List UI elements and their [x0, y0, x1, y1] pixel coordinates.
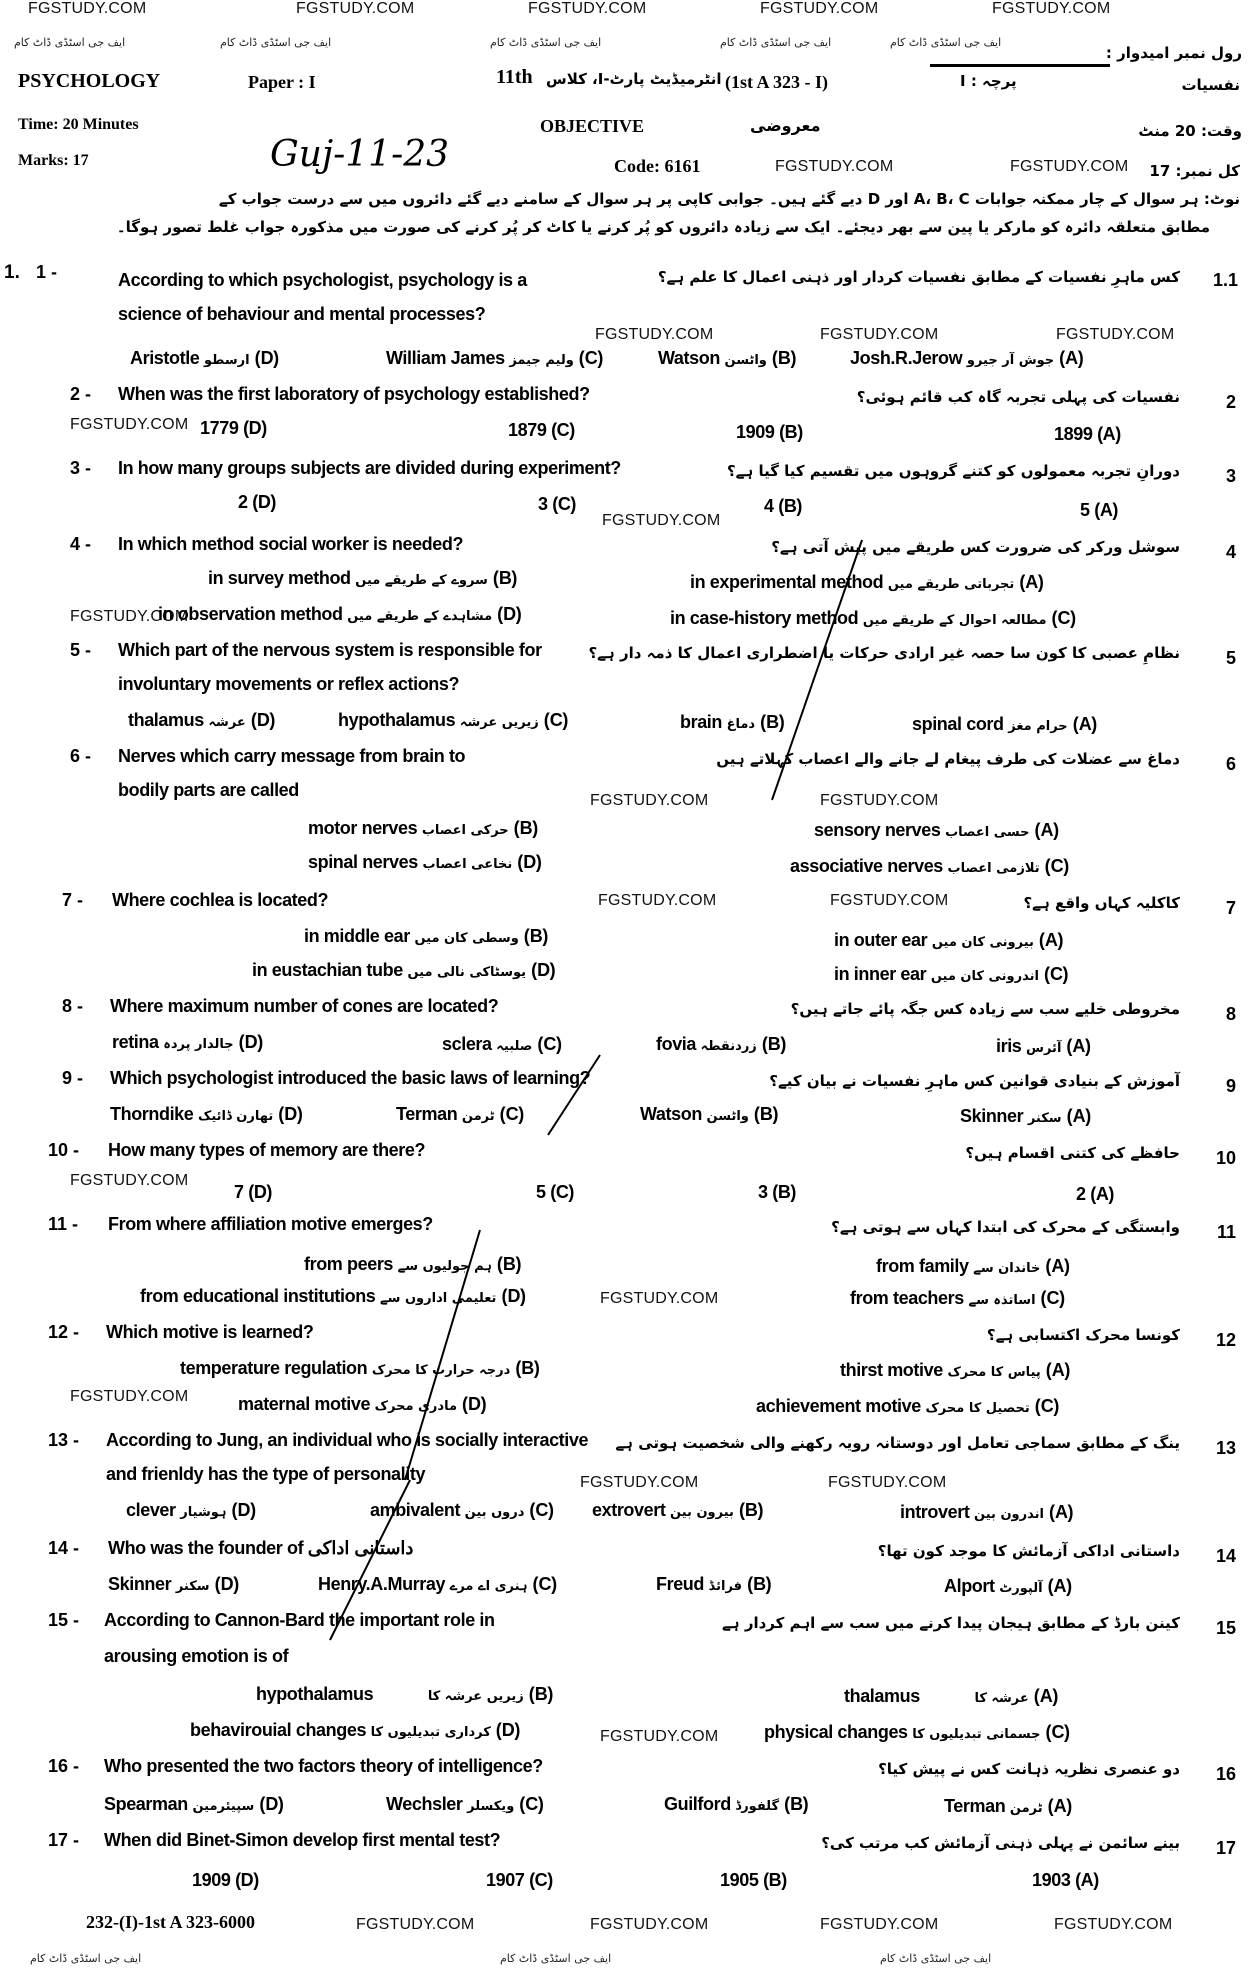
- question-text: How many types of memory are there?: [108, 1140, 426, 1160]
- option-d[interactable]: behavirouial changes کرداری تبدیلیوں کا (D): [190, 1720, 521, 1740]
- question-number: 12 -: [48, 1322, 80, 1342]
- option-a[interactable]: in experimental method تجرباتی طریقے میں (A): [690, 572, 1044, 592]
- option-c[interactable]: Henry.A.Murray ہنری اے مرے (C): [318, 1574, 558, 1594]
- option-b[interactable]: Watson واٹسن (B): [640, 1104, 779, 1124]
- total-marks-urdu: کل نمبر: 17: [1149, 162, 1240, 180]
- question-text: Nerves which carry message from brain to: [118, 746, 466, 766]
- question-text-urdu: دو عنصری نظریہ ذہانت کس نے پیش کیا؟: [878, 1760, 1180, 1778]
- watermark: FGSTUDY.COM: [598, 892, 717, 909]
- option-d[interactable]: 2 (D): [238, 492, 277, 512]
- option-a[interactable]: Josh.R.Jerow جوش آر جیرو (A): [850, 348, 1084, 368]
- option-d[interactable]: maternal motive مادری محرک (D): [238, 1394, 487, 1414]
- question-number: 7 -: [62, 890, 84, 910]
- watermark: FGSTUDY.COM: [1054, 1916, 1173, 1933]
- question-text: When did Binet-Simon develop first mental test?: [104, 1830, 501, 1850]
- watermark: FGSTUDY.COM: [1056, 326, 1175, 343]
- total-marks: Marks: 17: [18, 152, 89, 169]
- question-text-urdu: نظامِ عصبی کا کون سا حصہ غیر ارادی حرکات یا اضطراری اعمال کا ذمہ دار ہے؟: [588, 644, 1180, 662]
- option-d[interactable]: Aristotle ارسطو (D): [130, 348, 280, 368]
- option-b[interactable]: extrovert بیرون بین (B): [592, 1500, 764, 1520]
- watermark: FGSTUDY.COM: [590, 1916, 709, 1933]
- question-text-urdu: کاکلیہ کہاں واقع ہے؟: [1023, 894, 1180, 912]
- watermark: FGSTUDY.COM: [992, 0, 1111, 17]
- question-text-urdu: دماغ سے عضلات کی طرف پیغام لے جانے والے اعصاب کہلاتے ہیں: [716, 750, 1180, 768]
- class-label-urdu: انٹرمیڈیٹ پارٹ-I، کلاس: [546, 70, 722, 88]
- instructions-line-1: نوٹ: ہر سوال کے چار ممکنہ جوابات A، B، C اور D دیے گئے ہیں۔ جوابی کاپی پر ہر سوال کے سامنے دیے گئے دائروں میں سے درست جواب کے: [218, 190, 1240, 208]
- question-number: 1 -: [36, 262, 58, 282]
- question-number: 15 -: [48, 1610, 80, 1630]
- objective-label: OBJECTIVE: [540, 116, 645, 136]
- option-d[interactable]: in observation method مشاہدے کے طریقے میں (D): [158, 604, 522, 624]
- question-number-urdu: 2: [1225, 392, 1236, 412]
- watermark: FGSTUDY.COM: [760, 0, 879, 17]
- option-c[interactable]: from teachers اساتذہ سے (C): [850, 1288, 1066, 1308]
- session-code: (1st A 323 - I): [725, 72, 828, 92]
- question-number: 17 -: [48, 1830, 80, 1850]
- option-b[interactable]: temperature regulation درجہ حرارت کا محرک (B): [180, 1358, 540, 1378]
- option-d[interactable]: spinal nerves نخاعی اعصاب (D): [308, 852, 542, 872]
- option-c[interactable]: Wechsler ویکسلر (C): [386, 1794, 544, 1814]
- question-text-urdu: وابستگی کے محرک کی ابتدا کہاں سے ہوتی ہے؟: [831, 1218, 1180, 1236]
- question-number: 10 -: [48, 1140, 80, 1160]
- question-text-urdu: کس ماہرِ نفسیات کے مطابق نفسیات کردار اور ذہنی اعمال کا علم ہے؟: [657, 268, 1180, 286]
- question-number-urdu: 1.1: [1212, 270, 1238, 290]
- objective-label-urdu: معروضی: [750, 116, 821, 135]
- question-number-urdu: 5: [1225, 648, 1236, 668]
- option-c[interactable]: sclera صلبیہ (C): [442, 1034, 562, 1054]
- footer-code: 232-(I)-1st A 323-6000: [86, 1912, 255, 1932]
- question-text-urdu: کینن بارڈ کے مطابق ہیجان پیدا کرنے میں سب سے اہم کردار ہے: [722, 1614, 1180, 1632]
- option-b[interactable]: motor nerves حرکی اعصاب (B): [308, 818, 539, 838]
- option-c[interactable]: William James ولیم جیمز (C): [386, 348, 604, 368]
- question-text-urdu: دورانِ تجربہ معمولوں کو کتنے گروہوں میں تقسیم کیا گیا ہے؟: [726, 462, 1180, 480]
- question-number-urdu: 12: [1215, 1330, 1236, 1350]
- question-text: Where cochlea is located?: [112, 890, 329, 910]
- option-d[interactable]: thalamus عرشہ (D): [128, 710, 276, 730]
- question-text: bodily parts are called: [118, 780, 299, 800]
- question-number-urdu: 3: [1225, 466, 1236, 486]
- question-text: In how many groups subjects are divided during experiment?: [118, 458, 621, 478]
- option-c[interactable]: associative nerves تلازمی اعصاب (C): [790, 856, 1070, 876]
- question-text-urdu: نفسیات کی پہلی تجربہ گاہ کب قائم ہوئی؟: [856, 388, 1180, 406]
- option-a[interactable]: introvert اندرون بین (A): [900, 1502, 1074, 1522]
- option-b[interactable]: fovia زردنقطہ (B): [656, 1034, 787, 1054]
- question-text-urdu: حافظے کی کتنی اقسام ہیں؟: [965, 1144, 1180, 1162]
- question-number: 3 -: [70, 458, 92, 478]
- paper-number: Paper : I: [248, 72, 316, 92]
- option-a[interactable]: 1899 (A): [1054, 424, 1121, 444]
- watermark: FGSTUDY.COM: [600, 1728, 719, 1745]
- option-d[interactable]: 1909 (D): [192, 1870, 259, 1890]
- question-text: Where maximum number of cones are located?: [110, 996, 499, 1016]
- question-number: 5 -: [70, 640, 92, 660]
- question-number-urdu: 14: [1215, 1546, 1236, 1566]
- watermark-urdu: ایف جی اسٹڈی ڈاٹ کام: [880, 1952, 992, 1965]
- watermark: FGSTUDY.COM: [356, 1916, 475, 1933]
- watermark: FGSTUDY.COM: [528, 0, 647, 17]
- option-a[interactable]: 1903 (A): [1032, 1870, 1099, 1890]
- option-a[interactable]: from family خاندان سے (A): [876, 1256, 1070, 1276]
- question-number: 4 -: [70, 534, 92, 554]
- option-b[interactable]: 3 (B): [758, 1182, 797, 1202]
- watermark: FGSTUDY.COM: [70, 1388, 189, 1405]
- option-c[interactable]: physical changes جسمانی تبدیلیوں کا (C): [764, 1722, 1071, 1742]
- question-number-urdu: 8: [1225, 1004, 1236, 1024]
- option-a[interactable]: in outer ear بیرونی کان میں (A): [834, 930, 1064, 950]
- time-allowed-urdu: وقت: 20 منٹ: [1138, 122, 1242, 140]
- watermark: FGSTUDY.COM: [1010, 158, 1129, 175]
- option-b[interactable]: 1905 (B): [720, 1870, 787, 1890]
- watermark: FGSTUDY.COM: [28, 0, 147, 17]
- question-number: 9 -: [62, 1068, 84, 1088]
- class-label: 11th: [496, 66, 533, 88]
- option-d[interactable]: 1779 (D): [200, 418, 267, 438]
- section-number: 1.: [4, 262, 20, 283]
- watermark: FGSTUDY.COM: [595, 326, 714, 343]
- watermark: FGSTUDY.COM: [775, 158, 894, 175]
- option-b[interactable]: brain دماغ (B): [680, 712, 785, 732]
- watermark: FGSTUDY.COM: [70, 1172, 189, 1189]
- watermark: FGSTUDY.COM: [820, 792, 939, 809]
- option-b[interactable]: hypothalamus زیریں عرشہ کا (B): [256, 1684, 554, 1704]
- question-text-urdu: ینگ کے مطابق سماجی تعامل اور دوستانہ رویہ رکھنے والی شخصیت ہوتی ہے: [615, 1434, 1180, 1452]
- option-d[interactable]: Skinner سکنر (D): [108, 1574, 240, 1594]
- watermark-urdu: ایف جی اسٹڈی ڈاٹ کام: [30, 1952, 142, 1965]
- watermark: FGSTUDY.COM: [602, 512, 721, 529]
- question-text: science of behaviour and mental processes?: [118, 304, 486, 324]
- option-b[interactable]: Freud فرائڈ (B): [656, 1574, 772, 1594]
- watermark: FGSTUDY.COM: [70, 416, 189, 433]
- paper-code: Code: 6161: [614, 156, 701, 176]
- option-b[interactable]: in survey method سروے کے طریقے میں (B): [208, 568, 518, 588]
- watermark: FGSTUDY.COM: [820, 326, 939, 343]
- paper-number-urdu: پرچہ : I: [960, 72, 1017, 90]
- question-number: 14 -: [48, 1538, 80, 1558]
- watermark: FGSTUDY.COM: [820, 1916, 939, 1933]
- option-c[interactable]: hypothalamus زیریں عرشہ (C): [338, 710, 569, 730]
- watermark-urdu: ایف جی اسٹڈی ڈاٹ کام: [14, 36, 126, 49]
- watermark-urdu: ایف جی اسٹڈی ڈاٹ کام: [720, 36, 832, 49]
- question-number-urdu: 17: [1215, 1838, 1236, 1858]
- watermark-urdu: ایف جی اسٹڈی ڈاٹ کام: [500, 1952, 612, 1965]
- question-text-urdu: سوشل ورکر کی ضرورت کس طریقے میں پیش آتی ہے؟: [771, 538, 1180, 556]
- watermark: FGSTUDY.COM: [828, 1474, 947, 1491]
- option-a[interactable]: Skinner سکنر (A): [960, 1106, 1092, 1126]
- question-text: Who presented the two factors theory of intelligence?: [104, 1756, 543, 1776]
- question-text-urdu: آموزش کے بنیادی قوانین کس ماہرِ نفسیات نے بیان کیے؟: [769, 1072, 1180, 1090]
- watermark: FGSTUDY.COM: [590, 792, 709, 809]
- roll-number-label: رول نمبر امیدوار :: [1105, 44, 1242, 62]
- subject-title: PSYCHOLOGY: [18, 70, 161, 92]
- option-d[interactable]: clever ہوشیار (D): [126, 1500, 257, 1520]
- option-c[interactable]: ambivalent دروں بین (C): [370, 1500, 555, 1520]
- watermark: FGSTUDY.COM: [830, 892, 949, 909]
- option-b[interactable]: 1909 (B): [736, 422, 803, 442]
- option-c[interactable]: 5 (C): [536, 1182, 575, 1202]
- option-a[interactable]: Alport آلپورٹ (A): [944, 1576, 1073, 1596]
- question-text: In which method social worker is needed?: [118, 534, 464, 554]
- question-text-urdu: کونسا محرک اکتسابی ہے؟: [986, 1326, 1180, 1344]
- question-text-urdu: مخروطی خلیے سب سے زیادہ کس جگہ پائے جاتے ہیں؟: [790, 1000, 1180, 1018]
- option-d[interactable]: Spearman سپیئرمین (D): [104, 1794, 284, 1814]
- question-text: When was the first laboratory of psychology established?: [118, 384, 590, 404]
- question-text: Which psychologist introduced the basic laws of learning?: [110, 1068, 591, 1088]
- option-c[interactable]: 3 (C): [538, 494, 577, 514]
- watermark-urdu: ایف جی اسٹڈی ڈاٹ کام: [490, 36, 602, 49]
- option-c[interactable]: in case-history method مطالعہ احوال کے طریقے میں (C): [670, 608, 1077, 628]
- question-text: and frienldy has the type of personality: [106, 1464, 426, 1484]
- option-d[interactable]: from educational institutions تعلیمی اداروں سے (D): [140, 1286, 527, 1306]
- time-allowed: Time: 20 Minutes: [18, 116, 139, 133]
- question-number-urdu: 13: [1215, 1438, 1236, 1458]
- option-a[interactable]: 5 (A): [1080, 500, 1119, 520]
- option-a[interactable]: 2 (A): [1076, 1184, 1115, 1204]
- option-a[interactable]: spinal cord حرام مغز (A): [912, 714, 1098, 734]
- option-c[interactable]: in inner ear اندرونی کان میں (C): [834, 964, 1069, 984]
- option-d[interactable]: 7 (D): [234, 1182, 273, 1202]
- option-c[interactable]: 1879 (C): [508, 420, 575, 440]
- option-b[interactable]: Guilford گلفورڈ (B): [664, 1794, 809, 1814]
- option-a[interactable]: thalamus عرشہ کا (A): [844, 1686, 1059, 1706]
- question-text: From where affiliation motive emerges?: [108, 1214, 433, 1234]
- question-number-urdu: 6: [1225, 754, 1236, 774]
- question-number-urdu: 9: [1225, 1076, 1236, 1096]
- question-text: According to Jung, an individual who is socially interactive: [106, 1430, 589, 1450]
- question-text: arousing emotion is of: [104, 1646, 289, 1666]
- watermark: FGSTUDY.COM: [600, 1290, 719, 1307]
- option-a[interactable]: thirst motive پیاس کا محرک (A): [840, 1360, 1071, 1380]
- watermark: FGSTUDY.COM: [580, 1474, 699, 1491]
- question-text: involuntary movements or reflex actions?: [118, 674, 460, 694]
- question-number: 11 -: [48, 1214, 79, 1234]
- option-c[interactable]: achievement motive تحصیل کا محرک (C): [756, 1396, 1060, 1416]
- question-number: 6 -: [70, 746, 92, 766]
- question-number-urdu: 15: [1215, 1618, 1236, 1638]
- watermark: FGSTUDY.COM: [70, 608, 189, 625]
- option-b[interactable]: in middle ear وسطی کان میں (B): [304, 926, 549, 946]
- option-d[interactable]: retina جالدار پردہ (D): [112, 1032, 264, 1052]
- question-text: Who was the founder of داستانی اداکی: [108, 1538, 414, 1558]
- option-b[interactable]: 4 (B): [764, 496, 803, 516]
- watermark: FGSTUDY.COM: [296, 0, 415, 17]
- question-text: Which part of the nervous system is responsible for: [118, 640, 542, 660]
- question-number: 2 -: [70, 384, 92, 404]
- question-text-urdu: داستانی اداکی آزمائش کا موجد کون تھا؟: [877, 1542, 1180, 1560]
- question-number-urdu: 4: [1225, 542, 1236, 562]
- question-number: 16 -: [48, 1756, 80, 1776]
- question-number: 8 -: [62, 996, 84, 1016]
- question-number: 13 -: [48, 1430, 80, 1450]
- option-a[interactable]: sensory nerves حسی اعصاب (A): [814, 820, 1060, 840]
- question-text-urdu: بینے سائمن نے پہلی ذہنی آزمائش کب مرتب کی؟: [821, 1834, 1180, 1852]
- question-number-urdu: 16: [1215, 1764, 1236, 1784]
- option-b[interactable]: Watson واٹسن (B): [658, 348, 797, 368]
- watermark-urdu: ایف جی اسٹڈی ڈاٹ کام: [220, 36, 332, 49]
- question-text: According to which psychologist, psychology is a: [118, 270, 527, 290]
- question-number-urdu: 7: [1225, 898, 1236, 918]
- question-number-urdu: 10: [1215, 1148, 1236, 1168]
- option-c[interactable]: 1907 (C): [486, 1870, 553, 1890]
- option-b[interactable]: from peers ہم جولیوں سے (B): [304, 1254, 522, 1274]
- instructions-line-2: مطابق متعلقہ دائرہ کو مارکر یا پین سے بھر دیجئے۔ ایک سے زیادہ دائروں کو پُر کرنے یا کاٹ کر پُر کرنے کی صورت میں مذکورہ جواب غلط تصور ہوگا۔: [116, 218, 1210, 236]
- option-d[interactable]: in eustachian tube یوسٹاکی نالی میں (D): [252, 960, 556, 980]
- handwritten-date: Guj-11-23: [270, 134, 450, 175]
- question-number-urdu: 11: [1216, 1222, 1236, 1242]
- option-a[interactable]: iris آئرس (A): [996, 1036, 1092, 1056]
- watermark-urdu: ایف جی اسٹڈی ڈاٹ کام: [890, 36, 1002, 49]
- question-text: Which motive is learned?: [106, 1322, 314, 1342]
- option-c[interactable]: Terman ٹرمن (C): [396, 1104, 525, 1124]
- option-a[interactable]: Terman ٹرمن (A): [944, 1796, 1073, 1816]
- subject-title-urdu: نفسیات: [1181, 76, 1240, 94]
- question-text: According to Cannon-Bard the important role in: [104, 1610, 495, 1630]
- option-d[interactable]: Thorndike تھارن ڈائیک (D): [110, 1104, 303, 1124]
